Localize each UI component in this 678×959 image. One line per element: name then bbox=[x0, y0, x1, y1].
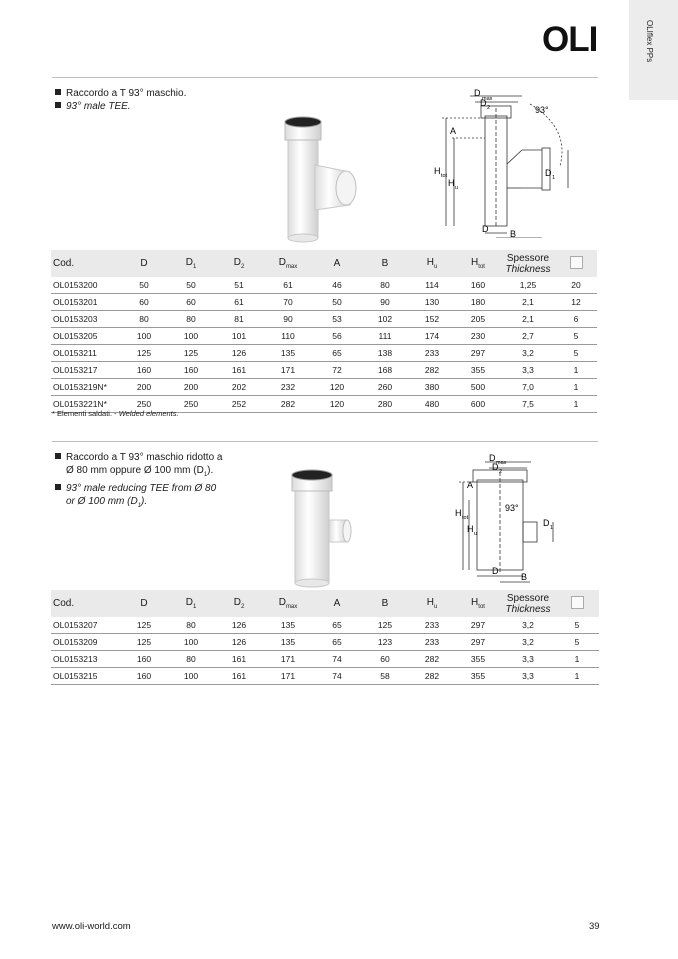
table-cell: 6 bbox=[555, 311, 597, 328]
table-cell: 72 bbox=[313, 362, 361, 379]
table-cell: 160 bbox=[167, 362, 215, 379]
table-cell: 80 bbox=[361, 277, 409, 294]
table2-header-row bbox=[51, 590, 599, 617]
table-cell: 600 bbox=[455, 396, 501, 413]
table-cell: 50 bbox=[313, 294, 361, 311]
side-tab-label: OLIflex PPs bbox=[645, 20, 654, 63]
table-cell: 135 bbox=[263, 345, 313, 362]
table-cell: 161 bbox=[215, 362, 263, 379]
table-cell: 50 bbox=[167, 277, 215, 294]
table-cell: 60 bbox=[167, 294, 215, 311]
table-cell: 100 bbox=[121, 328, 167, 345]
table-cell: 233 bbox=[409, 617, 455, 634]
table-cell: 123 bbox=[361, 634, 409, 651]
section2-title: Raccordo a T 93° maschio ridotto a Ø 80 mm oppure Ø 100 mm $(D_1)$. 93° male reducing TEE from Ø 80 or Ø 100 mm $(D_1)$. bbox=[55, 451, 223, 513]
dim2-d2-sub: 2 bbox=[499, 469, 503, 475]
col2-d1: $D_1$ bbox=[167, 590, 215, 617]
table-cell: 282 bbox=[409, 362, 455, 379]
dim-angle: 93° bbox=[535, 105, 549, 115]
table-cell: 126 bbox=[215, 617, 263, 634]
table-cell: 3,3 bbox=[501, 651, 555, 668]
table-cell: 135 bbox=[263, 617, 313, 634]
table-cell: 56 bbox=[313, 328, 361, 345]
dim-d: D bbox=[482, 224, 489, 234]
dim2-d2: D bbox=[492, 462, 499, 472]
table-cell: OL0153209 bbox=[51, 634, 121, 651]
table-row bbox=[51, 311, 597, 328]
col-box bbox=[555, 250, 597, 277]
table-row bbox=[51, 362, 597, 379]
table-cell: 53 bbox=[313, 311, 361, 328]
table-cell: 2,7 bbox=[501, 328, 555, 345]
col-d: D bbox=[121, 250, 167, 277]
table-cell: 80 bbox=[167, 651, 215, 668]
page-number: 39 bbox=[589, 921, 600, 932]
table-cell: 160 bbox=[121, 362, 167, 379]
table-cell: 1 bbox=[555, 379, 597, 396]
table-cell: 355 bbox=[455, 668, 501, 685]
table-cell: 161 bbox=[215, 668, 263, 685]
table-cell: 81 bbox=[215, 311, 263, 328]
table-cell: OL0153201 bbox=[51, 294, 121, 311]
table-cell: 480 bbox=[409, 396, 455, 413]
table-cell: 100 bbox=[167, 328, 215, 345]
table-cell: 3,2 bbox=[501, 634, 555, 651]
table-row bbox=[51, 634, 599, 651]
table-header-row bbox=[51, 250, 597, 277]
dim2-htot-sub: tot bbox=[462, 515, 469, 521]
table-cell: 233 bbox=[409, 634, 455, 651]
table-cell: 60 bbox=[361, 651, 409, 668]
table-row bbox=[51, 617, 599, 634]
box-icon bbox=[571, 596, 584, 609]
table-cell: 152 bbox=[409, 311, 455, 328]
table-cell: 125 bbox=[121, 634, 167, 651]
table-cell: OL0153207 bbox=[51, 617, 121, 634]
table-cell: 282 bbox=[409, 668, 455, 685]
table-cell: 74 bbox=[313, 668, 361, 685]
table-cell: 3,3 bbox=[501, 668, 555, 685]
col-b: B bbox=[361, 250, 409, 277]
table-cell: 250 bbox=[167, 396, 215, 413]
table-cell: 114 bbox=[409, 277, 455, 294]
table-cell: 355 bbox=[455, 362, 501, 379]
side-tab bbox=[629, 0, 678, 100]
col-dmax: $D_{max}$ bbox=[263, 250, 313, 277]
col2-b: B bbox=[361, 590, 409, 617]
dim-d2-sub: 2 bbox=[487, 105, 491, 111]
table-cell: OL0153203 bbox=[51, 311, 121, 328]
table-cell: 252 bbox=[215, 396, 263, 413]
table-cell: 65 bbox=[313, 345, 361, 362]
dim2-dmax: D bbox=[489, 453, 496, 463]
table-cell: 3,2 bbox=[501, 617, 555, 634]
table-row bbox=[51, 651, 599, 668]
table-cell: 200 bbox=[121, 379, 167, 396]
table-cell: 125 bbox=[121, 617, 167, 634]
col2-cod: Cod. bbox=[51, 590, 121, 617]
table-cell: 200 bbox=[167, 379, 215, 396]
box-icon bbox=[570, 256, 583, 269]
table-cell: 12 bbox=[555, 294, 597, 311]
table-cell: OL0153213 bbox=[51, 651, 121, 668]
table-cell: 160 bbox=[121, 668, 167, 685]
table-cell: 2,1 bbox=[501, 294, 555, 311]
table-cell: 90 bbox=[361, 294, 409, 311]
table-cell: 7,5 bbox=[501, 396, 555, 413]
table-cell: 65 bbox=[313, 634, 361, 651]
table-cell: 5 bbox=[555, 634, 599, 651]
table-cell: 126 bbox=[215, 634, 263, 651]
dim-d1: D bbox=[545, 168, 552, 178]
section2-title-en-1: 93° male reducing TEE from Ø 80 bbox=[66, 483, 217, 494]
col2-d: D bbox=[121, 590, 167, 617]
dim-htot-sub: tot bbox=[441, 173, 448, 179]
table-row bbox=[51, 294, 597, 311]
col-d2: $D_2$ bbox=[215, 250, 263, 277]
table-cell: 171 bbox=[263, 668, 313, 685]
table-cell: 74 bbox=[313, 651, 361, 668]
col-cod: Cod. bbox=[51, 250, 121, 277]
table-cell: 2,1 bbox=[501, 311, 555, 328]
table-cell: 1,25 bbox=[501, 277, 555, 294]
dim2-hu-sub: u bbox=[474, 531, 478, 537]
col2-thickness: Spessore Thickness bbox=[501, 590, 555, 617]
table-cell: 3,3 bbox=[501, 362, 555, 379]
table-cell: 232 bbox=[263, 379, 313, 396]
table-cell: 160 bbox=[455, 277, 501, 294]
table-cell: 125 bbox=[361, 617, 409, 634]
divider-top bbox=[52, 77, 598, 78]
table-cell: 202 bbox=[215, 379, 263, 396]
reducing-tee-dimension-drawing bbox=[455, 452, 565, 584]
table-cell: 138 bbox=[361, 345, 409, 362]
table-reducing-tee bbox=[51, 590, 599, 685]
dim2-dmax-sub: max bbox=[496, 460, 507, 466]
col-hu: $H_u$ bbox=[409, 250, 455, 277]
table-cell: 160 bbox=[121, 651, 167, 668]
col2-hu: $H_u$ bbox=[409, 590, 455, 617]
table-cell: 20 bbox=[555, 277, 597, 294]
table-cell: 120 bbox=[313, 396, 361, 413]
section1-title-en: 93° male TEE. bbox=[66, 101, 131, 112]
col2-d2: $D_2$ bbox=[215, 590, 263, 617]
table-cell: 126 bbox=[215, 345, 263, 362]
table-cell: 60 bbox=[121, 294, 167, 311]
dim-d2: D bbox=[480, 98, 487, 108]
table-cell: 297 bbox=[455, 345, 501, 362]
table-cell: OL0153200 bbox=[51, 277, 121, 294]
dim2-a: A bbox=[467, 480, 474, 490]
table-cell: 168 bbox=[361, 362, 409, 379]
table-cell: 260 bbox=[361, 379, 409, 396]
table-cell: 70 bbox=[263, 294, 313, 311]
col-thickness: Spessore Thickness bbox=[501, 250, 555, 277]
table-cell: 282 bbox=[263, 396, 313, 413]
dim2-d1-sub: 1 bbox=[550, 525, 554, 531]
dim2-hu: H bbox=[467, 524, 474, 534]
col2-a: A bbox=[313, 590, 361, 617]
table-cell: 3,2 bbox=[501, 345, 555, 362]
table-cell: 135 bbox=[263, 634, 313, 651]
dim2-angle: 93° bbox=[505, 503, 519, 513]
table-cell: 125 bbox=[167, 345, 215, 362]
table-cell: 297 bbox=[455, 617, 501, 634]
table-cell: 110 bbox=[263, 328, 313, 345]
table-cell: 233 bbox=[409, 345, 455, 362]
table-cell: 111 bbox=[361, 328, 409, 345]
col2-htot: $H_{tot}$ bbox=[455, 590, 501, 617]
table-cell: 5 bbox=[555, 345, 597, 362]
table-cell: 380 bbox=[409, 379, 455, 396]
table-cell: OL0153217 bbox=[51, 362, 121, 379]
table-row bbox=[51, 668, 599, 685]
dim-hu: H bbox=[448, 178, 455, 188]
table-cell: 355 bbox=[455, 651, 501, 668]
dim-hu-sub: u bbox=[455, 185, 459, 191]
table-cell: 1 bbox=[555, 396, 597, 413]
table-cell: 174 bbox=[409, 328, 455, 345]
section1-title-it: Raccordo a T 93° maschio. bbox=[66, 88, 187, 99]
table-cell: 500 bbox=[455, 379, 501, 396]
dim2-d: D bbox=[492, 566, 499, 576]
tee-product-image bbox=[275, 110, 365, 245]
table-row bbox=[51, 345, 597, 362]
table-cell: 205 bbox=[455, 311, 501, 328]
dim2-htot: H bbox=[455, 508, 462, 518]
table-cell: 58 bbox=[361, 668, 409, 685]
oli-logo: OLI bbox=[542, 20, 598, 59]
table-cell: 171 bbox=[263, 651, 313, 668]
table-cell: 280 bbox=[361, 396, 409, 413]
table-cell: 65 bbox=[313, 617, 361, 634]
table-cell: 100 bbox=[167, 668, 215, 685]
col-a: A bbox=[313, 250, 361, 277]
reducing-tee-product-image bbox=[285, 465, 365, 590]
welded-note: * Elementi saldati. - Welded elements. bbox=[52, 409, 179, 418]
section2-title-it-1: Raccordo a T 93° maschio ridotto a bbox=[66, 452, 223, 463]
table-cell: 130 bbox=[409, 294, 455, 311]
table-cell: 51 bbox=[215, 277, 263, 294]
table-cell: 101 bbox=[215, 328, 263, 345]
table-cell: 1 bbox=[555, 668, 599, 685]
table-cell: 120 bbox=[313, 379, 361, 396]
table-cell: 61 bbox=[263, 277, 313, 294]
col-d1: $D_1$ bbox=[167, 250, 215, 277]
table-cell: 1 bbox=[555, 651, 599, 668]
col2-dmax: $D_{max}$ bbox=[263, 590, 313, 617]
tee-dimension-drawing bbox=[430, 88, 580, 238]
table-cell: 7,0 bbox=[501, 379, 555, 396]
table-cell: 250 bbox=[121, 396, 167, 413]
table-cell: 50 bbox=[121, 277, 167, 294]
table-cell: 297 bbox=[455, 634, 501, 651]
dim-dmax-sub: max bbox=[482, 96, 493, 102]
dim-htot: H bbox=[434, 166, 441, 176]
dim-d1-sub: 1 bbox=[552, 175, 556, 181]
table-cell: 80 bbox=[121, 311, 167, 328]
table-row bbox=[51, 328, 597, 345]
table-cell: 1 bbox=[555, 362, 597, 379]
table-cell: 125 bbox=[121, 345, 167, 362]
dim-b: B bbox=[510, 229, 517, 238]
table-cell: 102 bbox=[361, 311, 409, 328]
dim-a: A bbox=[450, 126, 457, 136]
table-cell: 80 bbox=[167, 617, 215, 634]
col-htot: $H_{tot}$ bbox=[455, 250, 501, 277]
table-cell: 180 bbox=[455, 294, 501, 311]
dim-dmax: D bbox=[474, 88, 481, 98]
dim2-d1: D bbox=[543, 518, 550, 528]
table-cell: OL0153211 bbox=[51, 345, 121, 362]
table-tee bbox=[51, 250, 597, 413]
table-cell: 80 bbox=[167, 311, 215, 328]
divider-middle bbox=[52, 441, 598, 442]
table-row bbox=[51, 379, 597, 396]
table-cell: OL0153221N* bbox=[51, 396, 121, 413]
table-cell: 5 bbox=[555, 617, 599, 634]
col2-box bbox=[555, 590, 599, 617]
table-cell: 100 bbox=[167, 634, 215, 651]
table-cell: 230 bbox=[455, 328, 501, 345]
table-cell: 46 bbox=[313, 277, 361, 294]
section1-title bbox=[55, 87, 186, 113]
table-cell: 161 bbox=[215, 651, 263, 668]
dim2-b: B bbox=[521, 572, 528, 582]
table-cell: 5 bbox=[555, 328, 597, 345]
table-cell: OL0153205 bbox=[51, 328, 121, 345]
footer-url[interactable]: www.oli-world.com bbox=[52, 921, 131, 932]
table-cell: 282 bbox=[409, 651, 455, 668]
table-cell: OL0153219N* bbox=[51, 379, 121, 396]
table-cell: 90 bbox=[263, 311, 313, 328]
table-row bbox=[51, 277, 597, 294]
table-cell: 171 bbox=[263, 362, 313, 379]
table-cell: OL0153215 bbox=[51, 668, 121, 685]
table-cell: 61 bbox=[215, 294, 263, 311]
